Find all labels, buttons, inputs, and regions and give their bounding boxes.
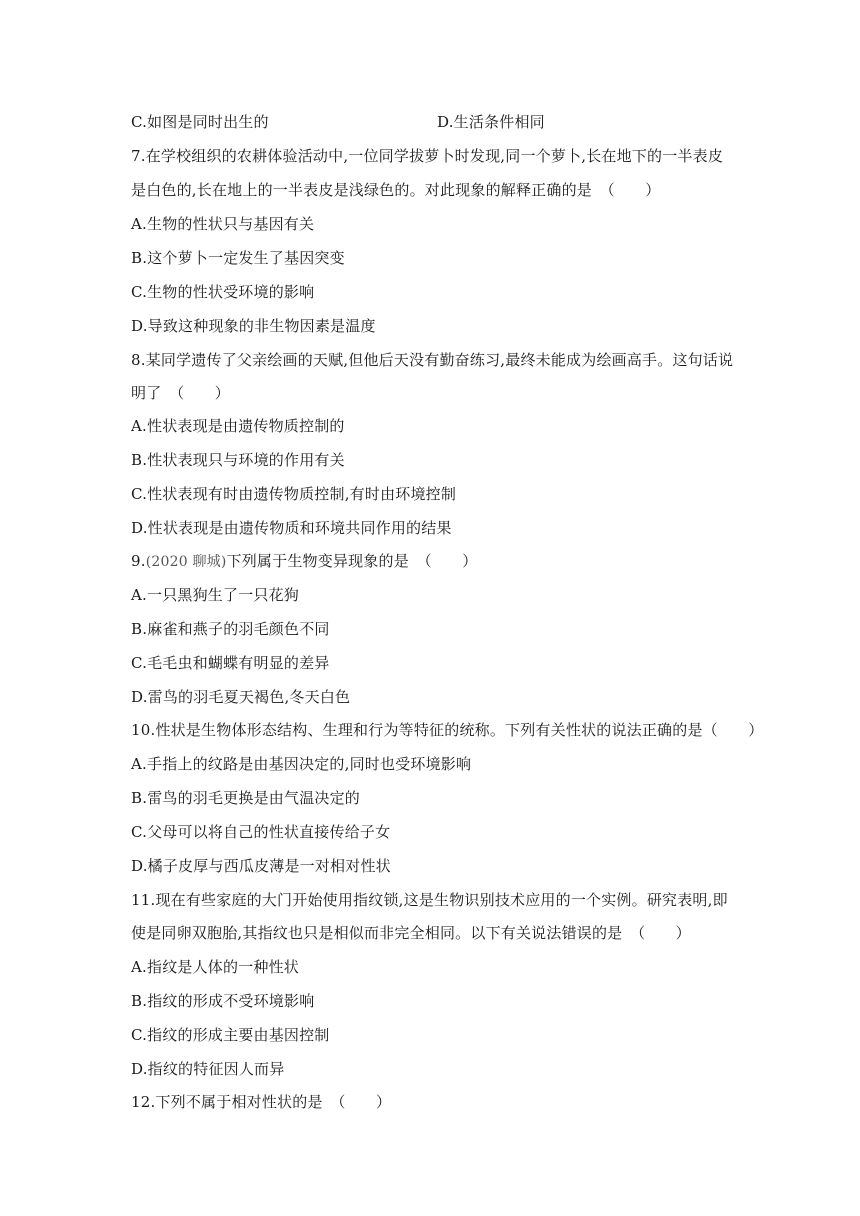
q9-option-a: A.一只黑狗生了一只花狗 [131,586,300,604]
q8-option-d: D.性状表现是由遗传物质和环境共同作用的结果 [131,519,452,537]
q11-stem-line-1: 11.现在有些家庭的大门开始使用指纹锁,这是生物识别技术应用的一个实例。研究表明,即 [131,891,728,909]
q10-option-b: B.雷鸟的羽毛更换是由气温决定的 [131,789,360,807]
q6-option-d: D.生活条件相同 [437,113,545,131]
q8-option-c: C.性状表现有时由遗传物质控制,有时由环境控制 [131,485,457,503]
q9-option-d: D.雷鸟的羽毛夏天褐色,冬天白色 [131,688,351,706]
q6-option-c: C.如图是同时出生的 [131,113,269,131]
q7-option-d: D.导致这种现象的非生物因素是温度 [131,317,376,335]
q7-option-c: C.生物的性状受环境的影响 [131,283,315,301]
q10-option-c: C.父母可以将自己的性状直接传给子女 [131,823,391,841]
q8-stem-line-1: 8.某同学遗传了父亲绘画的天赋,但他后天没有勤奋练习,最终未能成为绘画高手。这句话说 [131,351,734,369]
q9-number: 9. [131,552,146,570]
q9-stem [131,551,477,572]
q9-option-b: B.麻雀和燕子的羽毛颜色不同 [131,620,330,638]
q10-option-d: D.橘子皮厚与西瓜皮薄是一对相对性状 [131,857,391,875]
q7-stem-line-2: 是白色的,长在地上的一半表皮是浅绿色的。对此现象的解释正确的是 （ ） [131,181,661,199]
q9-stem-text: 下列属于生物变异现象的是 （ ） [226,552,478,570]
q7-option-b: B.这个萝卜一定发生了基因突变 [131,249,345,267]
q11-option-a: A.指纹是人体的一种性状 [131,958,300,976]
q7-stem-line-1: 7.在学校组织的农耕体验活动中,一位同学拔萝卜时发现,同一个萝卜,长在地下的一半表皮 [131,147,724,165]
q12-stem: 12.下列不属于相对性状的是 （ ） [131,1093,392,1111]
q8-option-a: A.性状表现是由遗传物质控制的 [131,417,345,435]
q10-option-a: A.手指上的纹路是由基因决定的,同时也受环境影响 [131,755,472,773]
q9-source: (2020 聊城) [145,554,227,570]
q11-stem-line-2: 使是同卵双胞胎,其指纹也只是相似而非完全相同。以下有关说法错误的是 （ ） [131,924,691,942]
q11-option-c: C.指纹的形成主要由基因控制 [131,1026,330,1044]
q11-option-d: D.指纹的特征因人而异 [131,1060,285,1078]
q8-stem-line-2: 明了 （ ） [131,384,230,402]
q7-option-a: A.生物的性状只与基因有关 [131,215,315,233]
q10-stem: 10.性状是生物体形态结构、生理和行为等特征的统称。下列有关性状的说法正确的是（ ） [131,721,764,739]
q11-option-b: B.指纹的形成不受环境影响 [131,992,315,1010]
q9-option-c: C.毛毛虫和蝴蝶有明显的差异 [131,654,330,672]
q8-option-b: B.性状表现只与环境的作用有关 [131,451,345,469]
